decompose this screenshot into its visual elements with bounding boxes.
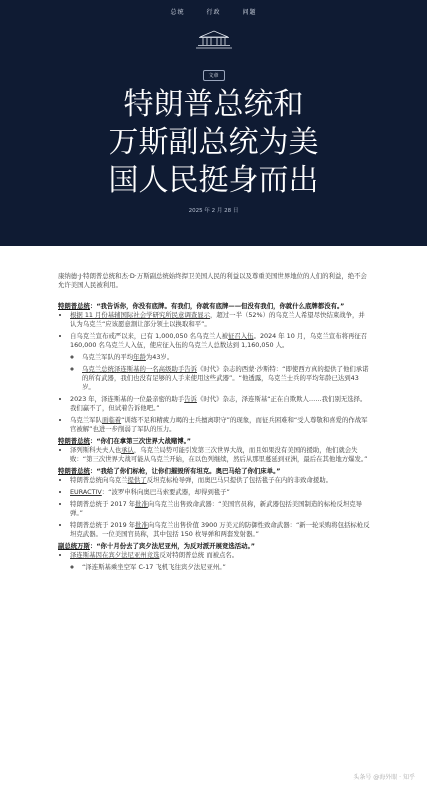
quote-heading — [58, 542, 371, 551]
bullet-list — [58, 476, 371, 539]
title-line: 万斯副总统为美 — [108, 125, 319, 160]
source-link[interactable]: 征召入伍 — [228, 332, 254, 340]
source-link[interactable]: 告诉 — [184, 395, 197, 403]
list-item: • 泽连斯基因在宾夕法尼亚州竞选反对特朗普总统 而被点名。 ◦ “泽连斯基乘坐空军 C-17 飞机飞往宾夕法尼亚州。” — [70, 551, 371, 572]
intro-paragraph: 康纳德·J·特朗普总统和杰·D·万斯副总统始终捍卫美国人民的利益以及尊重美国世界地位的人们的利益，绝不会允许美国人民被利用。 — [58, 272, 367, 289]
source-link[interactable]: 乌克兰总统泽连斯基的一名高级助手告诉 — [82, 365, 198, 373]
nav-item-issues[interactable]: 问题 — [242, 9, 257, 16]
source-link[interactable]: 年龄 — [133, 353, 146, 361]
hero-banner — [0, 0, 427, 246]
title-line: 国人民挺身而出 — [108, 163, 319, 198]
bullet-list — [58, 446, 371, 464]
nav-item-president[interactable]: 总统 — [170, 9, 185, 16]
list-item: • 特朗普总统于 2017 年批准向乌克兰出售致命武器：“美国官员称，新武器包括美国制造的标枪反坦克导弹。” — [70, 500, 371, 518]
list-item: ◦ 乌克兰总统泽连斯基的一名高级助手告诉《时代》杂志的西蒙·沙斯特：“即使西方真的提供了他们承诺的所有武器，我们也没有足够的人手来使用这些武器”。“他透露，乌克兰士兵的平均年龄已达到43岁。 — [82, 365, 371, 392]
list-item: ◦ “泽连斯基乘坐空军 C-17 飞机飞往宾夕法尼亚州。” — [82, 563, 371, 572]
page-title — [0, 86, 427, 200]
source-link[interactable]: 批准 — [135, 500, 148, 508]
source-link[interactable]: 承认 — [121, 446, 134, 454]
list-item: ◦ 乌克兰军队的平均年龄为43岁。 — [82, 353, 371, 362]
speaker-label: 副总统万斯 — [58, 542, 90, 550]
list-item: • EURACTIV：“波罗申科向奥巴马索要武器，却得到毯子” — [70, 488, 371, 497]
category-tag[interactable]: 文章 — [202, 70, 224, 81]
title-line: 特朗普总统和 — [123, 87, 304, 122]
source-link[interactable]: 批准 — [135, 521, 148, 529]
white-house-logo-icon[interactable] — [194, 28, 234, 50]
list-item: • 乌克兰军队面临着“训练不足和精疲力竭的士兵擅离职守”的现象，而征兵困难和“受人尊敬和喜爱的作战军官被解”也进一步削弱了军队的压力。 — [70, 416, 371, 434]
source-link[interactable]: 提供了 — [127, 476, 147, 484]
speaker-label: 特朗普总统 — [58, 302, 90, 310]
watermark: 头条号 @海外眼 · 知乎 — [353, 774, 415, 781]
article-body — [0, 246, 427, 572]
list-item: • 自乌克兰宣布戒严以来，已有 1,000,050 名乌克兰人被征召入伍。2024 年 10 月，乌克兰宣布将再征召 160,000 名乌克兰人入伍，使应征入伍的乌克兰人总数达到 1,160,050 人。 ◦ 乌克兰军队的平均年龄为43岁。 ◦ 乌克兰总统泽连斯基的一名高级助手告诉《时代》杂志的西蒙·沙斯特：“即使西方真的提供了他们承诺的所有武器，我们也没有足够的人手来使用这些武器”。“他透露，乌克兰士兵的平均年龄已达到43岁。 — [70, 332, 371, 392]
quote-text: ：“你们在拿第三次世界大战赌博。” — [89, 437, 192, 445]
list-item: • 泽列斯科夫夫人也承认，乌克兰局势可能引发第三次世界大战，而且如果没有美国的援助，他们就会失败：“第三次世界大战可能从乌克兰开始，在以色列继续，然后从那里蔓延到亚洲，最后在其他地方爆发。” — [70, 446, 371, 464]
list-item: • 2023 年，泽连斯基的一位最亲密的助手告诉《时代》杂志，泽连斯基“正在自欺欺人……我们别无选择。我们赢不了，但试着告诉他吧。” — [70, 395, 371, 413]
quote-heading — [58, 302, 371, 311]
publish-date: 2025 年 2 月 28 日 — [188, 208, 239, 214]
quote-text: ：“我告诉你，你没有底牌。有我们，你就有底牌——但没有我们，你就什么底牌都没有。” — [89, 302, 345, 310]
speaker-label: 特朗普总统 — [58, 467, 90, 475]
bullet-list — [58, 311, 371, 434]
list-item: • 特朗普总统向乌克兰提供了反坦克标枪导弹，而奥巴马只提供了包括毯子在内的非致命援助。 — [70, 476, 371, 485]
source-link[interactable]: EURACTIV — [70, 488, 102, 496]
source-link[interactable]: 面临着 — [101, 416, 122, 424]
source-link[interactable]: 根据 11 月份基辅国际社会学研究所民意调查显示 — [70, 311, 211, 319]
quote-heading — [58, 467, 371, 476]
list-item: • 根据 11 月份基辅国际社会学研究所民意调查显示，超过一半（52%）的乌克兰人希望尽快结束战争，并认为乌克兰“应该愿意割让部分领土以换取和平”。 — [70, 311, 371, 329]
list-item: • 特朗普总统于 2019 年批准向乌克兰出售价值 3900 万美元的防御性致命武器：“新一轮采购将包括标枪反坦克武器。一位美国官员称，其中包括 150 枚导弹和两套发射器。” — [70, 521, 371, 539]
bullet-list — [58, 551, 371, 572]
quote-heading — [58, 437, 371, 446]
top-nav — [0, 7, 427, 16]
nav-item-administration[interactable]: 行政 — [206, 9, 221, 16]
quote-text: ：“你十月份去了宾夕法尼亚州，为反对派开展竞选活动。” — [89, 542, 255, 550]
sub-bullet-list — [70, 563, 371, 572]
quote-text: ：“我给了你们标枪，让你们摧毁所有坦克。奥巴马给了你们床单。” — [89, 467, 281, 475]
sub-bullet-list — [70, 353, 371, 392]
source-link[interactable]: 泽连斯基因在宾夕法尼亚州竞选 — [70, 551, 160, 559]
speaker-label: 特朗普总统 — [58, 437, 90, 445]
